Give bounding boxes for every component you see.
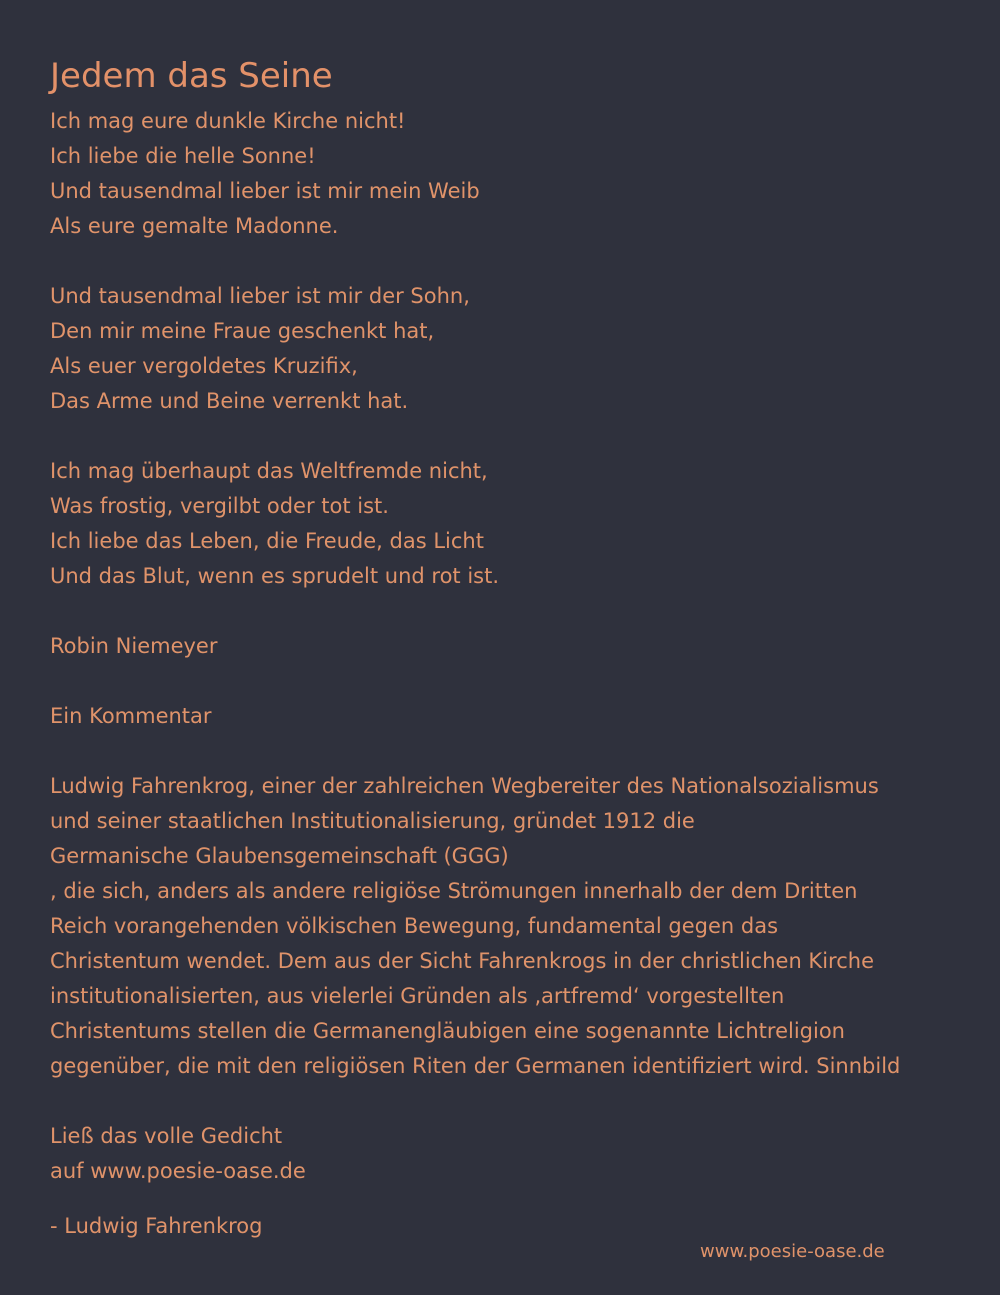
section-spacer (50, 734, 970, 769)
poem-line: Ich mag eure dunkle Kirche nicht! (50, 109, 406, 133)
comment-line: Ludwig Fahrenkrog, einer der zahlreichen Wegbereiter des Nationalsozialismus (50, 774, 879, 798)
read-more-note (50, 1119, 970, 1189)
poem-line: Ich liebe das Leben, die Freude, das Licht (50, 529, 484, 553)
read-more-line: Ließ das volle Gedicht (50, 1124, 283, 1148)
poem-author: Robin Niemeyer (50, 634, 218, 658)
poem-line: Ich liebe die helle Sonne! (50, 144, 316, 168)
poem-title: Jedem das Seine (50, 56, 333, 96)
poem-line: Und tausendmal lieber ist mir mein Weib (50, 179, 480, 203)
poem-line: Als eure gemalte Madonne. (50, 214, 339, 238)
stanza-spacer (50, 594, 970, 629)
stanza-spacer (50, 244, 970, 279)
site-watermark: www.poesie-oase.de (700, 1241, 885, 1262)
poem-line: Das Arme und Beine verrenkt hat. (50, 389, 409, 413)
comment-line: Reich vorangehenden völkischen Bewegung, fundamental gegen das (50, 914, 779, 938)
poem-line: Den mir meine Fraue geschenkt hat, (50, 319, 435, 343)
comment-body (50, 769, 970, 1084)
poem-stanza (50, 104, 970, 244)
poem-line: Und tausendmal lieber ist mir der Sohn, (50, 284, 470, 308)
section-spacer (50, 664, 970, 699)
comment-line: Christentum wendet. Dem aus der Sicht Fahrenkrogs in der christlichen Kirche (50, 949, 874, 973)
comment-line: institutionalisierten, aus vielerlei Gründen als ‚artfremd‘ vorgestellten (50, 984, 785, 1008)
comment-line: Christentums stellen die Germanengläubigen eine sogenannte Lichtreligion (50, 1019, 845, 1043)
comment-heading: Ein Kommentar (50, 704, 212, 728)
poem-line: Als euer vergoldetes Kruzifix, (50, 354, 358, 378)
read-more-link: auf www.poesie-oase.de (50, 1159, 306, 1183)
comment-line: und seiner staatlichen Institutionalisierung, gründet 1912 die (50, 809, 695, 833)
poem-line: Was frostig, vergilbt oder tot ist. (50, 494, 389, 518)
stanza-spacer (50, 419, 970, 454)
poem-page (50, 52, 970, 1244)
comment-line: gegenüber, die mit den religiösen Riten der Germanen identifiziert wird. Sinnbild (50, 1054, 901, 1078)
poem-line: Und das Blut, wenn es sprudelt und rot ist. (50, 564, 500, 588)
comment-line: , die sich, anders als andere religiöse Strömungen innerhalb der dem Dritten (50, 879, 858, 903)
comment-signature: - Ludwig Fahrenkrog (50, 1214, 263, 1238)
poem-stanza (50, 454, 970, 594)
section-spacer (50, 1084, 970, 1119)
comment-line: Germanische Glaubensgemeinschaft (GGG) (50, 844, 509, 868)
poem-line: Ich mag überhaupt das Weltfremde nicht, (50, 459, 488, 483)
poem-stanza (50, 279, 970, 419)
